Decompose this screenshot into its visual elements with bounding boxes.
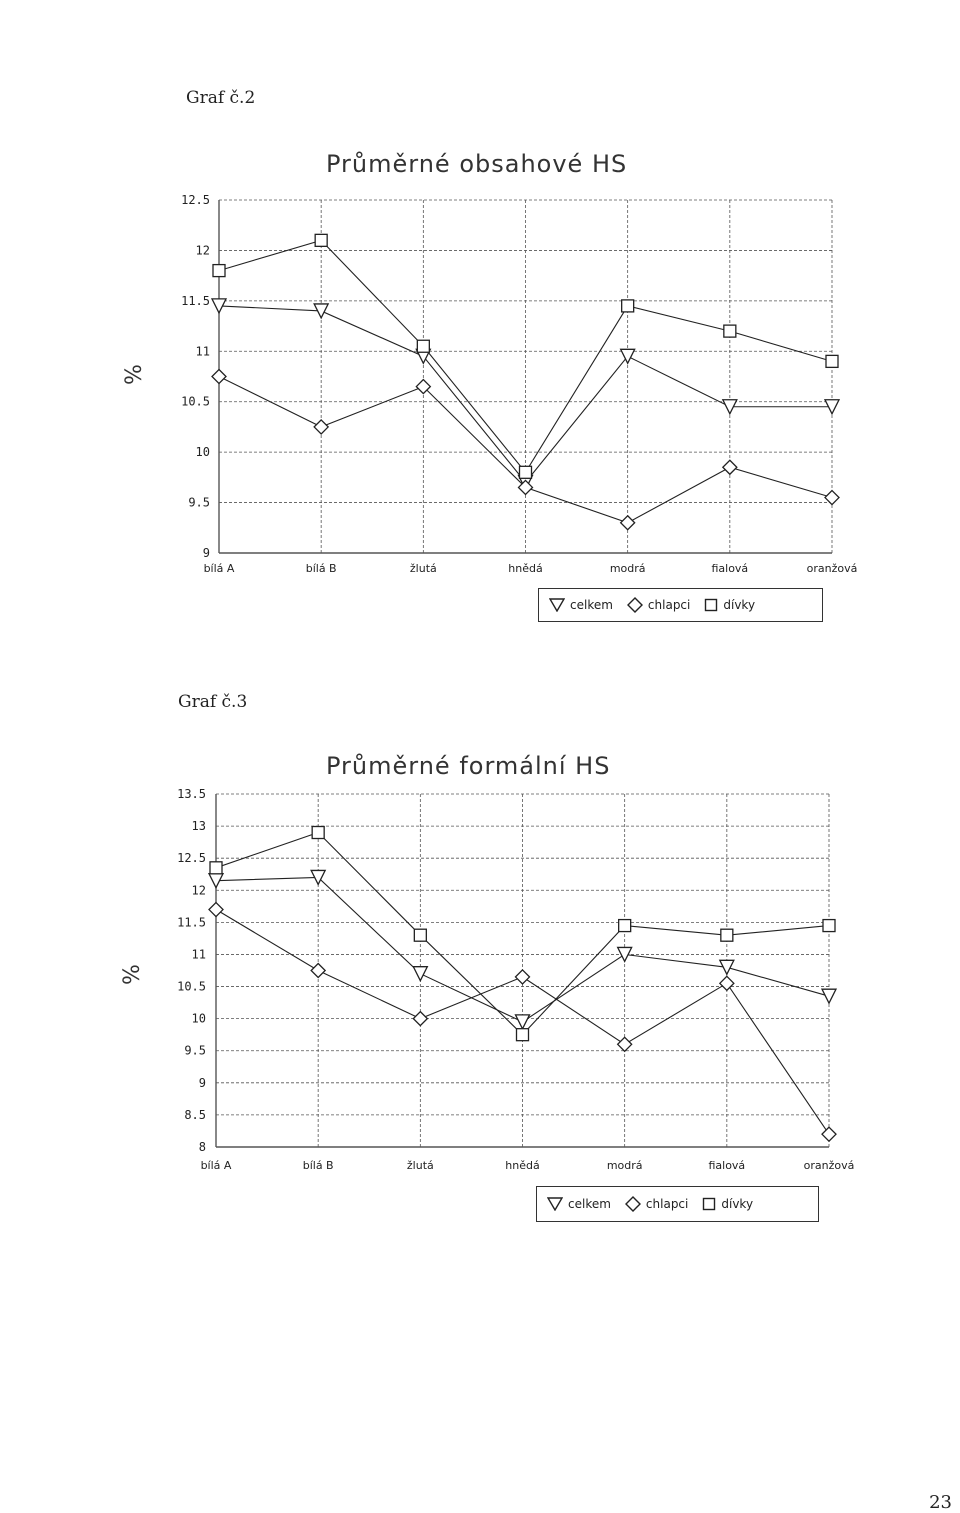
data-point-dívky: [315, 234, 327, 246]
legend-label-celkem: celkem: [568, 1197, 611, 1211]
chart-1-title: Průměrné obsahové HS: [326, 150, 628, 178]
legend-label-divky: dívky: [721, 1197, 754, 1211]
y-tick-label: 10: [191, 1011, 206, 1026]
data-point-celkem: [822, 989, 836, 1003]
x-tick-label: fialová: [711, 562, 749, 575]
x-tick-label: bílá A: [200, 1159, 232, 1172]
y-tick-label: 13: [191, 819, 206, 834]
y-tick-label: 10.5: [177, 979, 206, 994]
data-point-chlapci: [311, 964, 325, 978]
data-point-dívky: [213, 265, 225, 277]
data-point-dívky: [312, 827, 324, 839]
data-point-dívky: [520, 466, 532, 478]
data-point-dívky: [210, 862, 222, 874]
y-tick-label: 9: [198, 1075, 206, 1090]
x-tick-label: bílá A: [203, 562, 235, 575]
y-tick-label: 13.5: [177, 787, 206, 801]
data-point-dívky: [826, 355, 838, 367]
data-point-dívky: [622, 300, 634, 312]
data-point-celkem: [413, 967, 427, 981]
data-point-chlapci: [621, 516, 635, 530]
x-tick-label: fialová: [708, 1159, 746, 1172]
y-tick-label: 8.5: [184, 1107, 206, 1122]
y-tick-label: 8: [198, 1140, 206, 1154]
square-marker-icon: [704, 598, 718, 612]
data-point-celkem: [516, 1015, 530, 1029]
data-point-chlapci: [723, 460, 737, 474]
legend-item-chlapci: [625, 1196, 688, 1212]
data-point-chlapci: [314, 420, 328, 434]
legend-label-celkem: celkem: [570, 598, 613, 612]
y-tick-label: 9: [202, 546, 210, 560]
x-tick-label: modrá: [609, 562, 646, 575]
x-tick-label: žlutá: [409, 562, 437, 575]
y-tick-label: 11.5: [181, 293, 210, 308]
data-point-dívky: [414, 929, 426, 941]
data-point-chlapci: [516, 970, 530, 984]
legend-item-celkem: [549, 598, 613, 612]
chart-2-plot: [0, 700, 960, 1200]
y-tick-label: 9.5: [188, 495, 210, 510]
legend-item-chlapci: [627, 597, 690, 613]
data-point-celkem: [621, 349, 635, 363]
data-point-chlapci: [822, 1127, 836, 1141]
y-tick-label: 9.5: [184, 1043, 206, 1058]
y-tick-label: 12: [191, 883, 206, 898]
y-tick-label: 12.5: [181, 193, 210, 207]
y-tick-label: 12.5: [177, 851, 206, 866]
legend-item-divky: [702, 1197, 753, 1211]
y-tick-label: 10: [195, 445, 210, 460]
y-tick-label: 11.5: [177, 915, 206, 930]
x-tick-label: modrá: [606, 1159, 643, 1172]
x-tick-label: oranžová: [803, 1159, 855, 1172]
page-number: 23: [929, 1492, 952, 1513]
legend-label-divky: dívky: [723, 598, 756, 612]
legend-label-chlapci: chlapci: [645, 1197, 689, 1211]
x-tick-label: bílá B: [302, 1159, 334, 1172]
x-tick-label: hnědá: [505, 1159, 540, 1172]
data-point-chlapci: [825, 491, 839, 505]
data-point-chlapci: [618, 1037, 632, 1051]
data-point-celkem: [720, 960, 734, 974]
data-point-chlapci: [413, 1012, 427, 1026]
legend-label-chlapci: chlapci: [647, 598, 691, 612]
x-tick-label: oranžová: [806, 562, 858, 575]
chart-1-legend: [538, 588, 823, 622]
data-point-dívky: [823, 920, 835, 932]
x-tick-label: žlutá: [406, 1159, 434, 1172]
data-point-dívky: [619, 920, 631, 932]
legend-item-divky: [704, 598, 755, 612]
chart-2-title: Průměrné formální HS: [326, 752, 611, 780]
diamond-marker-icon: [625, 1196, 641, 1212]
triangle-marker-icon: [549, 598, 565, 612]
data-point-dívky: [517, 1029, 529, 1041]
data-point-chlapci: [720, 976, 734, 990]
chart-2-legend: [536, 1186, 819, 1222]
y-tick-label: 11: [191, 947, 206, 962]
x-tick-label: hnědá: [508, 562, 543, 575]
chart-1-plot: [0, 0, 960, 600]
data-point-dívky: [417, 340, 429, 352]
y-tick-label: 10.5: [181, 394, 210, 409]
chart-2-graf-label: Graf č.3: [178, 692, 248, 712]
data-point-chlapci: [212, 370, 226, 384]
diamond-marker-icon: [627, 597, 643, 613]
square-marker-icon: [702, 1197, 716, 1211]
x-tick-label: bílá B: [305, 562, 337, 575]
chart-1-y-unit: %: [121, 364, 147, 385]
chart-2-y-unit: %: [119, 964, 145, 985]
legend-item-celkem: [547, 1197, 611, 1211]
data-point-dívky: [724, 325, 736, 337]
data-point-celkem: [618, 947, 632, 961]
triangle-marker-icon: [547, 1197, 563, 1211]
y-tick-label: 12: [195, 243, 210, 258]
data-point-dívky: [721, 929, 733, 941]
data-point-chlapci: [209, 903, 223, 917]
chart-1-graf-label: Graf č.2: [186, 88, 256, 108]
y-tick-label: 11: [195, 344, 210, 359]
